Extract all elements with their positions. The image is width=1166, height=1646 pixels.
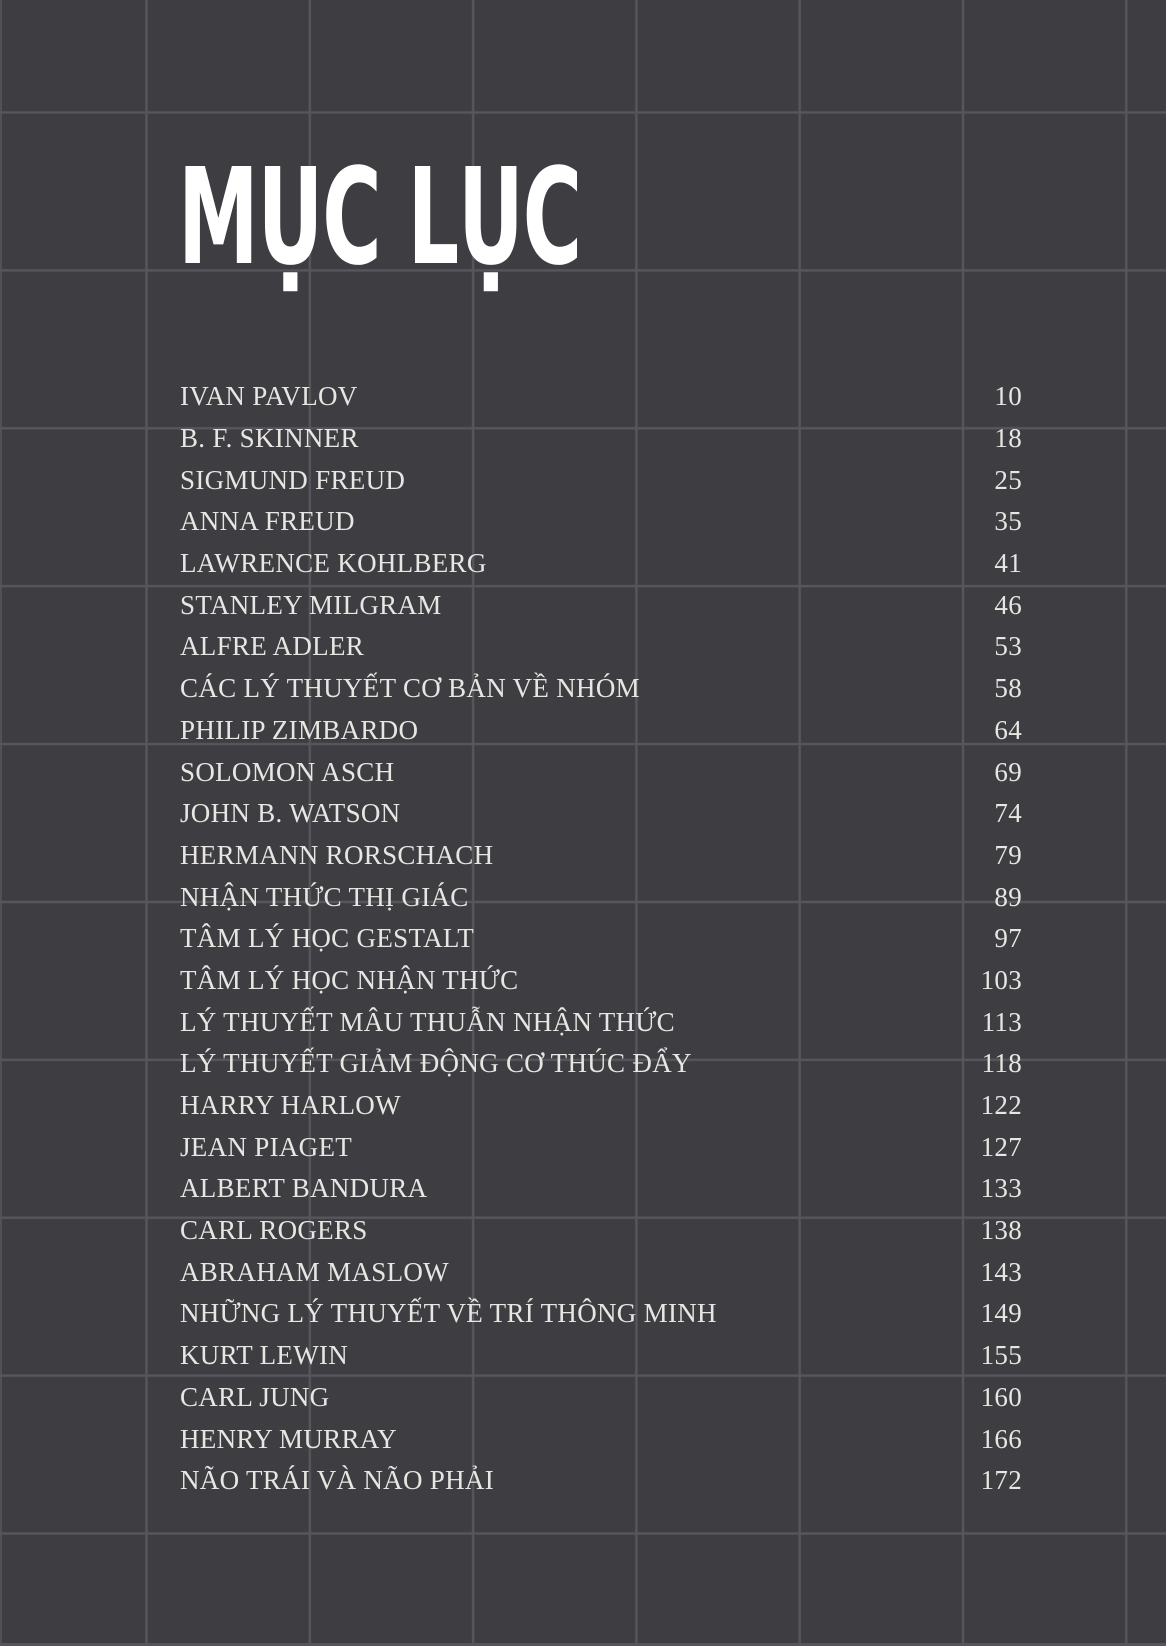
toc-entry-page: 122 <box>980 1090 1022 1121</box>
toc-entry <box>180 418 1022 460</box>
toc-entry <box>180 459 1022 501</box>
toc-entry-title: JEAN PIAGET <box>180 1131 353 1162</box>
toc-entry <box>180 793 1022 835</box>
toc-entry-title: LÝ THUYẾT GIẢM ĐỘNG CƠ THÚC ĐẨY <box>180 1048 692 1079</box>
toc-entry-title: LÝ THUYẾT MÂU THUẪN NHẬN THỨC <box>180 1006 675 1037</box>
toc-entry <box>180 376 1022 418</box>
toc-entry-page: 58 <box>994 673 1022 704</box>
toc-entry-page: 25 <box>994 464 1022 495</box>
page-edge-left-line <box>0 0 2 1646</box>
toc-entry-page: 172 <box>980 1465 1022 1496</box>
toc-entry-page: 10 <box>994 381 1022 412</box>
toc-entry-page: 74 <box>994 798 1022 829</box>
toc-entry-page: 160 <box>980 1381 1022 1412</box>
toc-entry-page: 79 <box>994 839 1022 870</box>
toc-entry-page: 118 <box>981 1048 1022 1079</box>
toc-entry-page: 133 <box>980 1173 1022 1204</box>
toc-entry-page: 155 <box>980 1340 1022 1371</box>
toc-entry-title: IVAN PAVLOV <box>180 381 358 412</box>
toc-entry-page: 103 <box>980 964 1022 995</box>
toc-entry-page: 41 <box>994 548 1022 579</box>
toc-entry <box>180 1293 1022 1335</box>
toc-entry-page: 127 <box>980 1131 1022 1162</box>
toc-entry-title: CARL JUNG <box>180 1381 330 1412</box>
toc-entry-title: ABRAHAM MASLOW <box>180 1256 449 1287</box>
toc-entry <box>180 543 1022 585</box>
toc-entry <box>180 1001 1022 1043</box>
toc-entry-title: ANNA FREUD <box>180 506 355 537</box>
toc-entry <box>180 1377 1022 1419</box>
toc-entry-title: CARL ROGERS <box>180 1215 368 1246</box>
toc-entry-page: 35 <box>994 506 1022 537</box>
toc-list <box>180 376 1022 1502</box>
toc-entry-page: 89 <box>994 881 1022 912</box>
toc-entry-title: JOHN B. WATSON <box>180 798 401 829</box>
toc-entry <box>180 1210 1022 1252</box>
toc-entry-title: STANLEY MILGRAM <box>180 589 442 620</box>
toc-entry <box>180 835 1022 877</box>
toc-entry-title: TÂM LÝ HỌC GESTALT <box>180 923 474 954</box>
toc-entry <box>180 501 1022 543</box>
toc-entry-page: 46 <box>994 589 1022 620</box>
toc-entry <box>180 1418 1022 1460</box>
toc-entry <box>180 960 1022 1002</box>
toc-entry-title: ALFRE ADLER <box>180 631 365 662</box>
toc-entry-title: NHẬN THỨC THỊ GIÁC <box>180 881 469 912</box>
toc-entry <box>180 1335 1022 1377</box>
toc-entry-title: CÁC LÝ THUYẾT CƠ BẢN VỀ NHÓM <box>180 673 640 704</box>
toc-entry <box>180 626 1022 668</box>
toc-entry <box>180 584 1022 626</box>
toc-entry-page: 149 <box>980 1298 1022 1329</box>
toc-entry <box>180 1043 1022 1085</box>
toc-entry-title: ALBERT BANDURA <box>180 1173 428 1204</box>
toc-entry-title: HENRY MURRAY <box>180 1423 397 1454</box>
toc-entry-title: HARRY HARLOW <box>180 1090 401 1121</box>
toc-entry <box>180 876 1022 918</box>
toc-entry <box>180 710 1022 752</box>
toc-entry-title: B. F. SKINNER <box>180 423 359 454</box>
toc-entry-page: 53 <box>994 631 1022 662</box>
toc-entry-title: NHỮNG LÝ THUYẾT VỀ TRÍ THÔNG MINH <box>180 1298 717 1329</box>
toc-entry <box>180 1085 1022 1127</box>
toc-entry-title: SIGMUND FREUD <box>180 464 406 495</box>
toc-entry <box>180 668 1022 710</box>
toc-entry-page: 97 <box>994 923 1022 954</box>
toc-entry-title: NÃO TRÁI VÀ NÃO PHẢI <box>180 1465 495 1496</box>
toc-entry-title: KURT LEWIN <box>180 1340 349 1371</box>
toc-entry-page: 113 <box>981 1006 1022 1037</box>
toc-entry-title: LAWRENCE KOHLBERG <box>180 548 487 579</box>
toc-entry-page: 138 <box>980 1215 1022 1246</box>
toc-entry <box>180 1460 1022 1502</box>
toc-entry-page: 18 <box>994 423 1022 454</box>
toc-entry-title: HERMANN RORSCHACH <box>180 839 494 870</box>
toc-entry <box>180 918 1022 960</box>
toc-entry-page: 64 <box>994 714 1022 745</box>
toc-entry <box>180 751 1022 793</box>
toc-entry-page: 69 <box>994 756 1022 787</box>
page-title: MỤC LỤC <box>178 141 581 295</box>
toc-entry-page: 143 <box>980 1256 1022 1287</box>
toc-entry-page: 166 <box>980 1423 1022 1454</box>
toc-entry-title: SOLOMON ASCH <box>180 756 395 787</box>
toc-entry-title: TÂM LÝ HỌC NHẬN THỨC <box>180 964 519 995</box>
toc-entry <box>180 1168 1022 1210</box>
toc-entry <box>180 1126 1022 1168</box>
toc-entry-title: PHILIP ZIMBARDO <box>180 714 419 745</box>
toc-entry <box>180 1251 1022 1293</box>
